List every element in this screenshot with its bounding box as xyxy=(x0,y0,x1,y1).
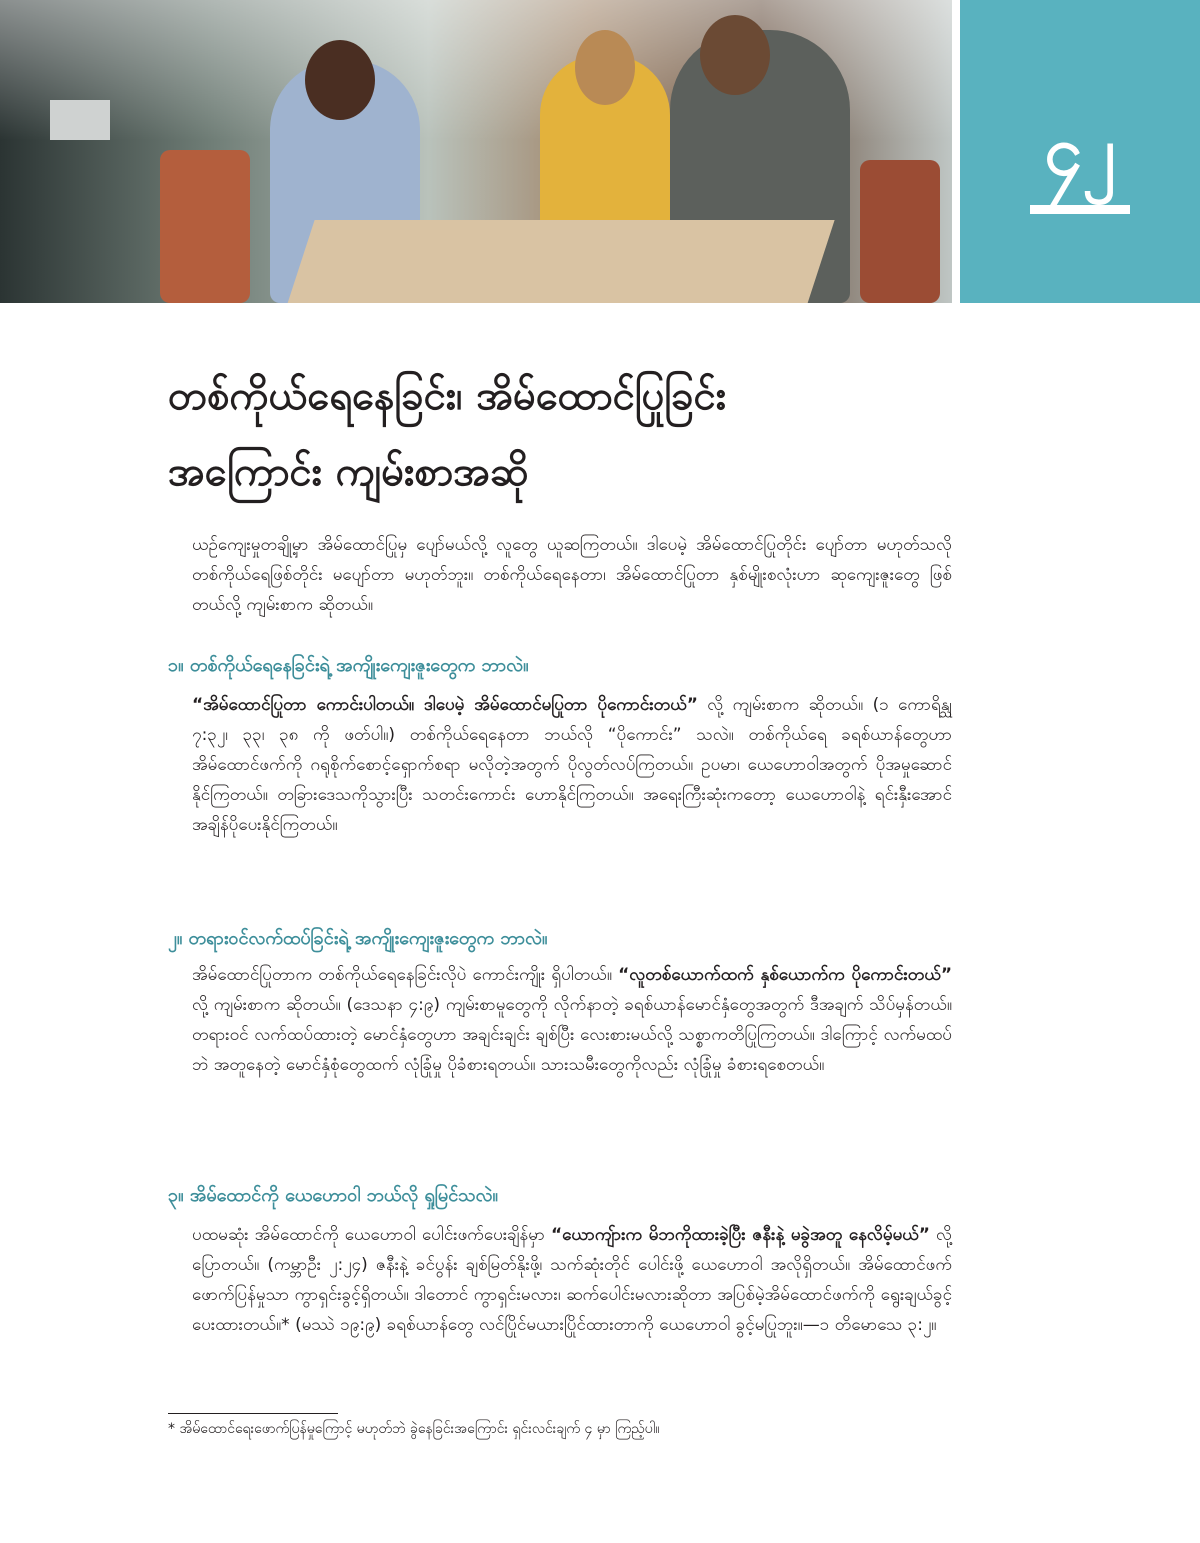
section-1-body: လို့ ကျမ်းစာက ဆိုတယ်။ (၁ ကောရိန္သု ၇:၃၂၊ ၃၃၊ ၃၈ ကို ဖတ်ပါ။) တစ်ကိုယ်ရေနေတာ ဘယ်လို “ပိုကောင်း” သလဲ။ တစ်ကိုယ်ရေ ခရစ်ယာန်တွေဟာ အိမ်ထောင်ဖက်ကို ဂရုစိုက်စောင့်ရှောက်စရာ မလိုတဲ့အတွက် ပိုလွတ်လပ်ကြတယ်။ ဥပမာ၊ ယေဟောဝါအတွက် ပိုအမှုဆောင်နိုင်ကြတယ်။ တခြားဒေသကိုသွားပြီး သတင်းကောင်း ဟောနိုင်ကြတယ်။ အရေးကြီးဆုံးကတော့ ယေဟောဝါနဲ့ ရင်းနှီးအောင် အချိန်ပိုပေးနိုင်ကြတယ်။ xyxy=(192,695,952,835)
section-3-heading: ၃။ အိမ်ထောင်ကို ယေဟောဝါ ဘယ်လို ရှုမြင်သလဲ။ xyxy=(168,1185,498,1206)
page-title-line2: အကြောင်း ကျမ်းစာအဆို xyxy=(168,449,529,495)
section-1-paragraph xyxy=(192,690,952,840)
section-3-lead: ပထမဆုံး အိမ်ထောင်ကို ယေဟောဝါ ပေါင်းဖက်ပေးချိန်မှာ xyxy=(192,1225,551,1245)
section-1-quote: “အိမ်ထောင်ပြုတာ ကောင်းပါတယ်။ ဒါပေမဲ့ အိမ်ထောင်မပြုတာ ပိုကောင်းတယ်” xyxy=(192,695,698,715)
page-title xyxy=(168,358,968,510)
cafe-table xyxy=(285,220,834,303)
footnote: * အိမ်ထောင်ရေးဖောက်ပြန်မှုကြောင့် မဟုတ်ဘဲ ခွဲနေခြင်းအကြောင်း ရှင်းလင်းချက် ၄ မှာ ကြည့်ပါ။ xyxy=(168,1421,660,1437)
section-2-heading: ၂။ တရားဝင်လက်ထပ်ခြင်းရဲ့ အကျိုးကျေးဇူးတွေက ဘာလဲ။ xyxy=(168,928,548,949)
chair-left xyxy=(160,150,250,303)
head-left xyxy=(305,40,375,120)
section-2-lead: အိမ်ထောင်ပြုတာက တစ်ကိုယ်ရေနေခြင်းလိုပဲ ကောင်းကျိုး ရှိပါတယ်။ xyxy=(192,965,619,985)
section-3-quote: “ယောကျ်ားက မိဘကိုထားခဲ့ပြီး ဇနီးနဲ့ မခွဲအတူ နေလိမ့်မယ်” xyxy=(551,1225,930,1245)
chair-right xyxy=(860,160,940,303)
head-middle xyxy=(575,30,635,105)
background-laptop xyxy=(50,100,110,140)
head-right xyxy=(700,15,770,95)
section-3-paragraph xyxy=(192,1220,952,1340)
section-3-body: လို့ ပြောတယ်။ (ကမ္ဘာဦး ၂:၂၄) ဇနီးနဲ့ ခင်ပွန်း ချစ်မြတ်နိုးဖို့၊ သက်ဆုံးတိုင် ပေါင်းဖို့ ယေဟောဝါ အလိုရှိတယ်။ အိမ်ထောင်ဖက် ဖောက်ပြန်မှုသာ ကွာရှင်းခွင့်ရှိတယ်။ ဒါတောင် ကွာရှင်းမလား၊ ဆက်ပေါင်းမလားဆိုတာ အပြစ်မဲ့အိမ်ထောင်ဖက်ကို ရွေးချယ်ခွင့် ပေးထားတယ်။* (မဿဲ ၁၉:၉) ခရစ်ယာန်တွေ လင်ပြိုင်မယားပြိုင်ထားတာကို ယေဟောဝါ ခွင့်မပြုဘူး။—၁ တိမောသေ ၃:၂။ xyxy=(192,1225,953,1335)
footnote-divider xyxy=(168,1413,338,1414)
section-2-quote: “လူတစ်ယောက်ထက် နှစ်ယောက်က ပိုကောင်းတယ်” xyxy=(618,965,952,985)
section-1-heading: ၁။ တစ်ကိုယ်ရေနေခြင်းရဲ့ အကျိုးကျေးဇူးတွေက ဘာလဲ။ xyxy=(168,655,529,676)
section-2-paragraph xyxy=(192,960,952,1080)
intro-paragraph: ယဉ်ကျေးမှုတချို့မှာ အိမ်ထောင်ပြုမှ ပျော်မယ်လို့ လူတွေ ယူဆကြတယ်။ ဒါပေမဲ့ အိမ်ထောင်ပြုတိုင်း ပျော်တာ မဟုတ်သလို တစ်ကိုယ်ရေဖြစ်တိုင်း မပျော်တာ မဟုတ်ဘူး။ တစ်ကိုယ်ရေနေတာ၊ အိမ်ထောင်ပြုတာ နှစ်မျိုးစလုံးဟာ ဆုကျေးဇူးတွေ ဖြစ်တယ်လို့ ကျမ်းစာက ဆိုတယ်။ xyxy=(192,535,952,615)
page-title-line1: တစ်ကိုယ်ရေနေခြင်း၊ အိမ်ထောင်ပြုခြင်း xyxy=(168,373,727,419)
section-2-body: လို့ ကျမ်းစာက ဆိုတယ်။ (ဒေသနာ ၄:၉) ကျမ်းစာမူတွေကို လိုက်နာတဲ့ ခရစ်ယာန်မောင်နှံတွေအတွက် ဒီအချက် သိပ်မှန်တယ်။ တရားဝင် လက်ထပ်ထားတဲ့ မောင်နှံတွေဟာ အချင်းချင်း ချစ်ပြီး လေးစားမယ်လို့ သစ္စာကတိပြုကြတယ်။ ဒါကြောင့် လက်မထပ်ဘဲ အတူနေတဲ့ မောင်နှံစုံတွေထက် လုံခြုံမှု ပိုခံစားရတယ်။ သားသမီးတွေကိုလည်း လုံခြုံမှု ခံစားရစေတယ်။ xyxy=(192,995,952,1075)
chapter-number-underline xyxy=(1030,205,1130,214)
chapter-number: ၄၂ xyxy=(1044,112,1116,191)
chapter-tab xyxy=(960,0,1200,303)
hero-photo xyxy=(0,0,952,303)
